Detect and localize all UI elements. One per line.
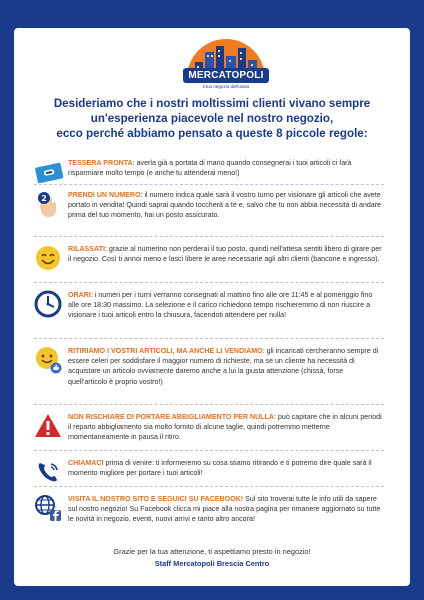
rule-body: prima di venire: ti informeremo su cosa stiamo ritirando e ti potremo dire quale sarà il momento migliore per portare i tuoi articoli! (68, 459, 372, 478)
rule-label: RITIRIAMO I VOSTRI ARTICOLI, MA ANCHE LI VENDIAMO (68, 347, 263, 355)
brand-name: MERCATOPOLI (183, 68, 268, 83)
rule-body: : gli incaricati cercheranno sempre di essere celeri per soddisfare il maggior numero di richieste, ma se un cliente ha necessità di acquistare un articolo ovviamente daremo anche a lui la giusta attenzione (chissà, forse quell'articolo è proprio vostro!) (68, 347, 379, 386)
rule-label: RILASSATI (68, 245, 105, 253)
rule-body: : grazie al numerino non perderai il tuo posto, quindi nell'attesa sentiti libero di girare per il negozio. Così ti annoi meno e lasci libere le aree necessarie agli altri clienti (bancone e ingresso). (68, 245, 382, 264)
rule-text (68, 412, 382, 443)
headline-line-1: Desideriamo che i nostri moltissimi clienti vivano sempre (53, 97, 371, 110)
rule-body: : può capitare che in alcuni periodi il reparto abbigliamento sia molto fornito di alcune taglie, quindi potremmo metterne momentaneamente in pausa il ritiro. (68, 413, 382, 442)
rule-body: : il numero indica quale sarà il vostro turno per visionare gli articoli che avete portato in vendita! Quindi saprai quando toccherà a te e, salvo che tu non abbia necessità di andare prima del tuo momento, hai un posto assicurato. (68, 191, 382, 220)
divider (34, 282, 384, 283)
closing-thanks: Grazie per la tua attenzione, ti aspettiamo presto in negozio! (113, 547, 311, 556)
divider (34, 404, 384, 405)
rule-body: : averla già a portata di mano quando consegnerai i tuoi articoli ci farà risparmiare molto tempo (e anche tu attenderai meno!) (68, 159, 352, 178)
card-icon (34, 158, 64, 186)
closing-message (14, 546, 410, 570)
divider (34, 184, 384, 185)
ticket-number-icon (34, 190, 62, 218)
rule-body: Sul sito troverai tutte le info utili da sapere sul nostro negozio! Su Facebook clicca mi piace alla nostra pagina per rimanere aggiornato su tutte le novità in negozio, eventi, nuovi arrivi e tanto altro ancora! (68, 495, 381, 524)
rule-text (68, 494, 382, 525)
rule-label: NON RISCHIARE DI PORTARE ABBIGLIAMENTO PER NULLA (68, 413, 274, 421)
divider (34, 236, 384, 237)
smile-icon (34, 244, 62, 272)
rule-label: PRENDI UN NUMERO (68, 191, 141, 199)
brand-logo (176, 32, 276, 106)
rule-text (68, 458, 382, 478)
divider (34, 450, 384, 451)
rule-text (68, 290, 382, 321)
thumbs-up-smile-icon (34, 346, 62, 374)
rules-sheet (14, 28, 410, 586)
brand-tagline: il tuo negozio dell'usato (202, 84, 250, 89)
rule-label: ORARI (68, 291, 91, 299)
globe-facebook-icon (34, 494, 62, 522)
rule-body: : i numeri per i turni verranno consegnati al mattino fino alle ore 11:45 e al pomeriggio fino alle ore 18:30 massimo. La selezione e il carico richiedono tempo rischieremmo di non riuscire a visionare i tuoi articoli entro la chiusura, facendoti attendere per nulla! (68, 291, 373, 320)
rule-text (68, 190, 382, 221)
rule-label: VISITA IL NOSTRO SITO E SEGUICI SU FACEBOOK! (68, 495, 244, 503)
rule-label: TESSERA PRONTA (68, 159, 133, 167)
headline (22, 96, 402, 141)
svg-text:2: 2 (41, 194, 47, 203)
rule-text (68, 346, 382, 387)
divider (34, 338, 384, 339)
rule-text (68, 158, 382, 178)
phone-icon (34, 458, 62, 486)
rule-text (68, 244, 382, 264)
rule-label: CHIAMACI (68, 459, 104, 467)
closing-signature: Staff Mercatopoli Brescia Centro (154, 559, 270, 568)
warning-icon (34, 412, 62, 440)
divider (34, 486, 384, 487)
clock-icon (34, 290, 62, 318)
headline-line-2: un'esperienza piacevole nel nostro negozio, (90, 112, 334, 125)
headline-line-3: ecco perché abbiamo pensato a queste 8 piccole regole: (56, 127, 368, 140)
